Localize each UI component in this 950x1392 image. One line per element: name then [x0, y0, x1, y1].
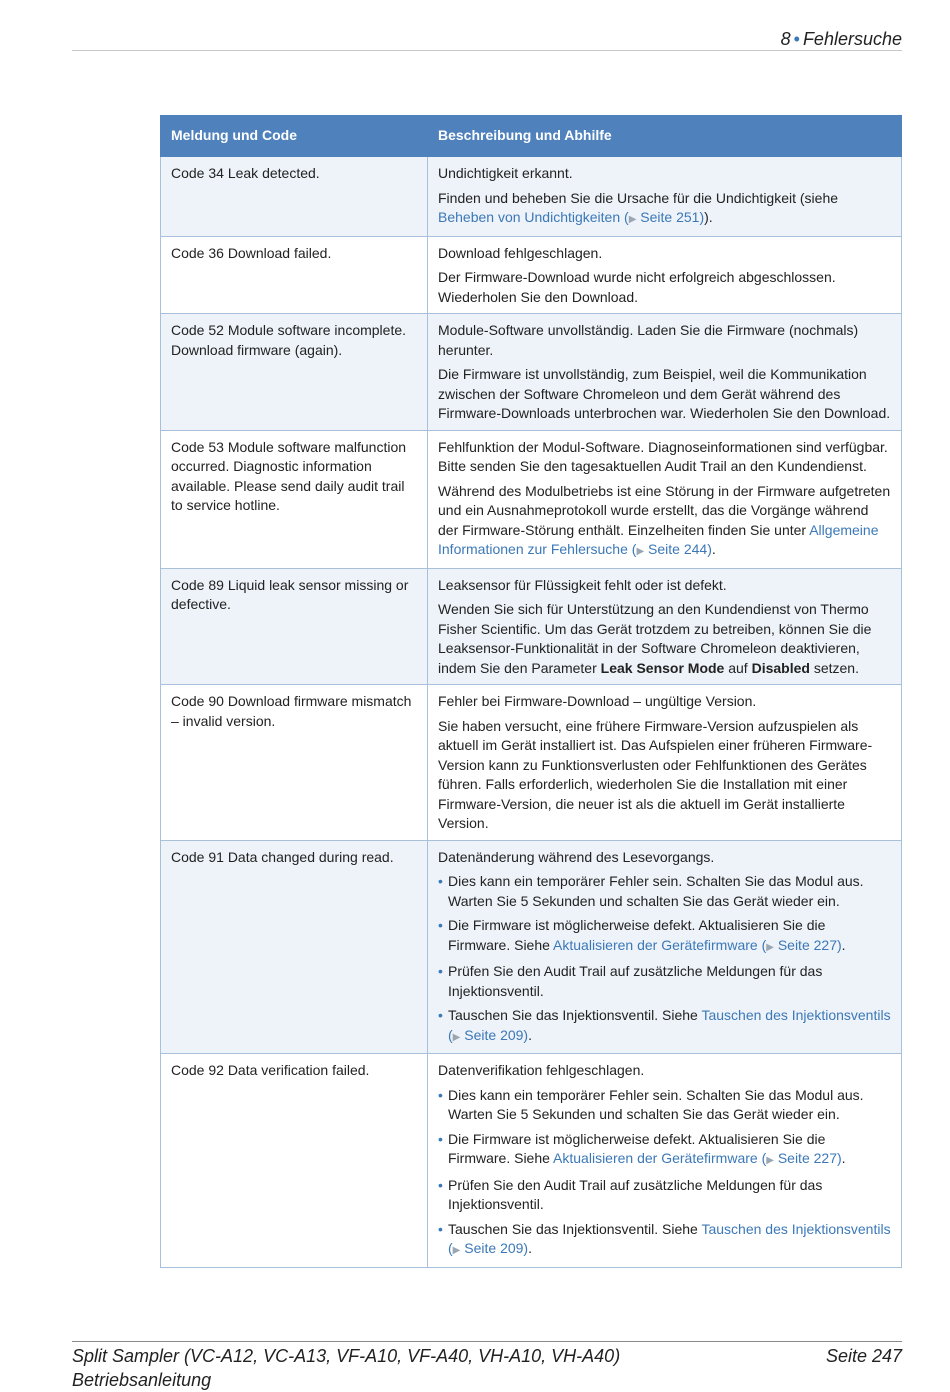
page-arrow-icon: ▶: [628, 214, 637, 225]
bullet-marker: •: [438, 1086, 443, 1103]
description-text: Datenänderung während des Lesevorgangs.: [438, 848, 715, 865]
link-text[interactable]: Tauschen des Injektionsventils (: [448, 1007, 891, 1043]
description-text: .: [841, 1150, 846, 1166]
link-page[interactable]: Seite 227): [773, 1150, 842, 1166]
description-paragraph: [438, 848, 891, 868]
column-header-description: Beschreibung und Abhilfe: [428, 116, 902, 157]
table-row: [161, 568, 902, 685]
description-paragraph: [438, 1061, 891, 1081]
description-text: Sie haben versucht, eine frühere Firmware-Version aufzuspielen als aktuell im Gerät installiert ist. Das Aufspielen einer früheren Firmware-Version kann zu Funktionsverlusten oder Fehlfunktionen des Gerätes führen. Falls erforderlich, wiederholen Sie die Installation mit einer Firmware-Version, die neuer ist als die aktuell im Gerät installierte Version.: [438, 717, 873, 831]
description-paragraph: [438, 438, 891, 477]
description-text: Fehlfunktion der Modul-Software. Diagnoseinformationen sind verfügbar. Bitte senden Sie den tagesaktuellen Audit Trail an den Kundendienst.: [438, 438, 888, 474]
bullet-list: [438, 1086, 891, 1261]
link-page[interactable]: Seite 209): [460, 1240, 529, 1256]
description-text: Datenverifikation fehlgeschlagen.: [438, 1062, 645, 1078]
link-page[interactable]: Seite 244): [644, 541, 712, 557]
bullet-marker: •: [438, 1130, 443, 1147]
description-text: ).: [704, 209, 713, 225]
page-arrow-icon: ▶: [766, 941, 774, 953]
link-page[interactable]: Seite 251): [636, 209, 705, 225]
description-text: .: [528, 1240, 532, 1256]
link-text[interactable]: Tauschen des Injektionsventils (: [448, 1220, 891, 1256]
error-code-cell: Code 34 Leak detected.: [161, 157, 428, 237]
description-paragraph: [438, 365, 891, 424]
error-code-cell: Code 36 Download failed.: [161, 236, 428, 314]
description-text: Der Firmware-Download wurde nicht erfolgreich abgeschlossen. Wiederholen Sie den Download.: [438, 269, 836, 305]
description-text: Download fehlgeschlagen.: [438, 244, 603, 261]
description-text: setzen.: [809, 659, 859, 676]
description-text: Undichtigkeit erkannt.: [438, 165, 573, 181]
description-paragraph: [438, 244, 891, 264]
table-row: [161, 840, 902, 1054]
description-text: Module-Software unvollständig. Laden Sie die Firmware (nochmals) herunter.: [438, 322, 859, 358]
description-paragraph: [438, 600, 891, 678]
bullet-marker: •: [438, 963, 443, 979]
description-text: Leaksensor für Flüssigkeit fehlt oder ist defekt.: [438, 576, 727, 593]
footer-document-type: Betriebsanleitung: [72, 1370, 212, 1390]
description-text: Während des Modulbetriebs ist eine Störung in der Firmware aufgetreten und ein Ausnahmeprotokoll wurde erstellt, das die Vorgänge während der Firmware-Störung enthält. Einzelheiten finden Sie unter: [438, 482, 891, 538]
bullet-marker: •: [438, 1007, 443, 1023]
description-text: .: [528, 1026, 532, 1043]
page-arrow-icon: ▶: [766, 1155, 774, 1166]
link-text[interactable]: Allgemeine Informationen zur Fehlersuche (: [438, 521, 879, 557]
link-text[interactable]: Aktualisieren der Gerätefirmware (: [553, 936, 767, 953]
description-text: Die Firmware ist möglicherweise defekt. Aktualisieren Sie die Firmware. Siehe: [448, 917, 826, 953]
bullet-list: [438, 872, 891, 1047]
description-text: Prüfen Sie den Audit Trail auf zusätzliche Meldungen für das Injektionsventil.: [448, 1176, 823, 1212]
description-paragraph: [438, 164, 891, 184]
error-description-cell: [428, 685, 902, 841]
table-row: [161, 1054, 902, 1268]
description-paragraph: [438, 268, 891, 307]
description-text: Wenden Sie sich für Unterstützung an den Kundendienst von Thermo Fisher Scientific. Um das Gerät trotzdem zu betreiben, können Sie die Leaksensor-Funktionalität in der Software Chromeleon deaktivieren, indem Sie den Parameter: [438, 601, 872, 676]
error-code-cell: Code 89 Liquid leak sensor missing or defective.: [161, 568, 428, 685]
link-page[interactable]: Seite 227): [773, 936, 842, 953]
error-code-cell: Code 92 Data verification failed.: [161, 1054, 428, 1268]
cross-reference-link[interactable]: [553, 1150, 842, 1166]
error-code-cell: Code 53 Module software malfunction occurred. Diagnostic information available. Please send daily audit trail to service hotline.: [161, 430, 428, 568]
description-text: Dies kann ein temporärer Fehler sein. Schalten Sie das Modul aus. Warten Sie 5 Sekunden und schalten Sie das Gerät wieder ein.: [448, 873, 864, 909]
cross-reference-link[interactable]: [438, 209, 704, 225]
error-code-cell: Code 90 Download firmware mismatch – invalid version.: [161, 685, 428, 841]
bullet-marker: •: [438, 1220, 443, 1237]
table-body: [161, 157, 902, 1268]
chapter-number: 8: [780, 29, 791, 49]
description-text: Dies kann ein temporärer Fehler sein. Schalten Sie das Modul aus. Warten Sie 5 Sekunden und schalten Sie das Gerät wieder ein.: [448, 1086, 864, 1122]
chapter-title: Fehlersuche: [802, 29, 902, 49]
table-row: [161, 685, 902, 841]
description-paragraph: [438, 321, 891, 360]
error-description-cell: [428, 314, 902, 431]
description-text: Finden und beheben Sie die Ursache für die Undichtigkeit (siehe: [438, 189, 839, 206]
link-page[interactable]: Seite 209): [460, 1026, 529, 1043]
error-description-cell: [428, 157, 902, 237]
table-row: [161, 236, 902, 314]
page-header: [72, 0, 902, 51]
bullet-item: [438, 1086, 891, 1125]
bullet-item: [438, 1006, 891, 1047]
error-code-table: [160, 115, 902, 1268]
description-paragraph: [438, 576, 891, 596]
bullet-item: [438, 872, 891, 911]
description-text: Prüfen Sie den Audit Trail auf zusätzliche Meldungen für das Injektionsventil.: [448, 963, 823, 999]
bullet-marker: •: [438, 917, 443, 933]
link-text[interactable]: Beheben von Undichtigkeiten (: [438, 209, 629, 225]
error-code-cell: Code 91 Data changed during read.: [161, 840, 428, 1054]
description-text: Fehler bei Firmware-Download – ungültige Version.: [438, 693, 757, 709]
bullet-item: [438, 1176, 891, 1215]
table-row: [161, 157, 902, 237]
bullet-item: [438, 1130, 891, 1171]
separator-dot: •: [793, 29, 800, 49]
error-description-cell: [428, 1054, 902, 1268]
description-text: Die Firmware ist unvollständig, zum Beispiel, weil die Kommunikation zwischen der Software Chromeleon und dem Gerät während des Firmware-Downloads unterbrochen war. Wiederholen Sie den Download.: [438, 366, 891, 421]
description-text: Tauschen Sie das Injektionsventil. Siehe: [448, 1007, 702, 1023]
footer-page-number: Seite 247: [825, 1346, 902, 1366]
bullet-item: [438, 1220, 891, 1261]
page-footer: [72, 1341, 902, 1392]
description-paragraph: [438, 717, 891, 834]
column-header-code: Meldung und Code: [161, 116, 428, 157]
parameter-name: Leak Sensor Mode: [600, 659, 725, 676]
description-text: Tauschen Sie das Injektionsventil. Siehe: [448, 1220, 702, 1237]
bullet-marker: •: [438, 873, 443, 889]
bullet-item: [438, 962, 891, 1001]
table-header-row: [161, 116, 902, 157]
bullet-marker: •: [438, 1176, 443, 1193]
description-text: .: [711, 541, 716, 557]
parameter-value: Disabled: [751, 659, 810, 676]
error-description-cell: [428, 236, 902, 314]
error-code-cell: Code 52 Module software incomplete. Download firmware (again).: [161, 314, 428, 431]
link-text[interactable]: Aktualisieren der Gerätefirmware (: [553, 1150, 767, 1166]
description-text: .: [841, 936, 846, 953]
table-row: [161, 314, 902, 431]
footer-product-name: Split Sampler (VC-A12, VC-A13, VF-A10, VF-A40, VH-A10, VH-A40): [72, 1346, 621, 1366]
error-description-cell: [428, 430, 902, 568]
description-text: auf: [724, 659, 752, 676]
page-arrow-icon: ▶: [452, 1245, 461, 1256]
error-description-cell: [428, 840, 902, 1054]
error-description-cell: [428, 568, 902, 685]
page-arrow-icon: ▶: [636, 546, 645, 557]
cross-reference-link[interactable]: [553, 937, 842, 953]
description-paragraph: [438, 692, 891, 712]
page-arrow-icon: ▶: [452, 1031, 461, 1043]
description-text: Die Firmware ist möglicherweise defekt. Aktualisieren Sie die Firmware. Siehe: [448, 1130, 826, 1166]
chapter-heading: [781, 29, 902, 50]
description-paragraph: [438, 189, 891, 230]
bullet-item: [438, 916, 891, 957]
table-row: [161, 430, 902, 568]
description-paragraph: [438, 482, 891, 562]
